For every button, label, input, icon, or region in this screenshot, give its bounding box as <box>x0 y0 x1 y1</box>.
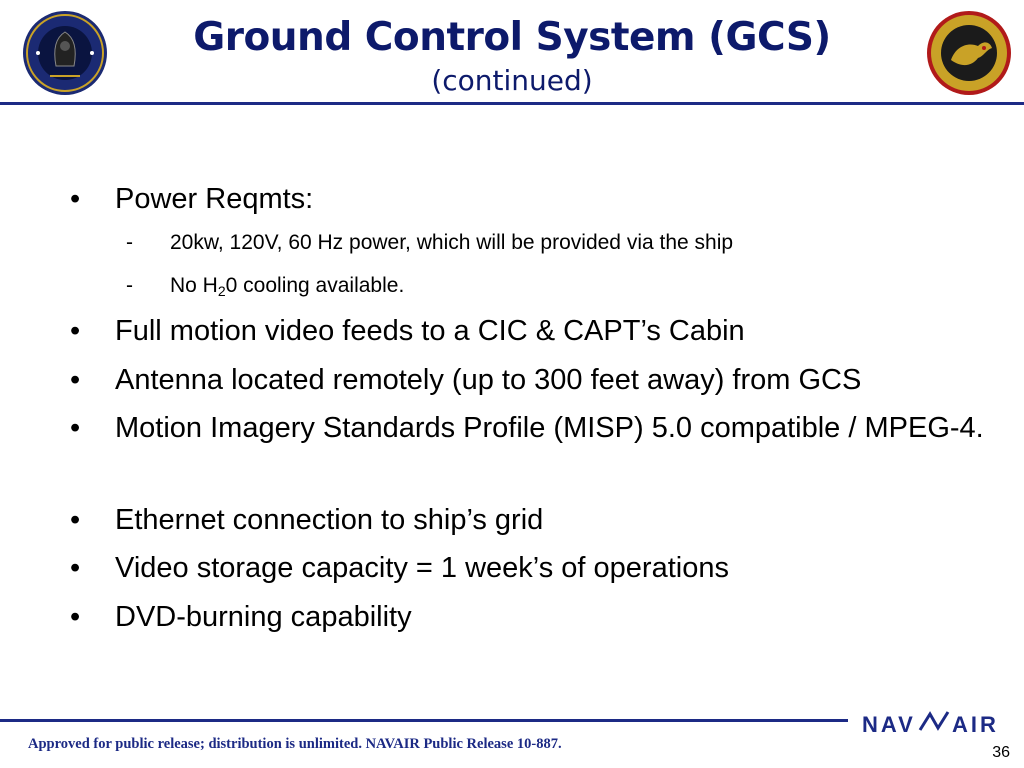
bullet-marker: • <box>70 552 81 584</box>
subscript: 2 <box>217 283 226 299</box>
bullet-marker: • <box>70 315 81 347</box>
slide-title: Ground Control System (GCS) <box>193 15 831 60</box>
navy-marine-corps-uas-seal-icon <box>926 10 1012 96</box>
bullet-item <box>70 501 1000 539</box>
bullet-item <box>70 312 1000 350</box>
bullet-marker: • <box>70 412 81 444</box>
bullet-text: DVD-burning capability <box>115 601 412 633</box>
sub-bullet-item <box>126 271 986 301</box>
bullet-text: Power Reqmts: <box>115 183 314 215</box>
bullet-marker: • <box>70 504 81 536</box>
sub-bullet-text <box>170 271 986 301</box>
bullet-marker: • <box>70 183 81 215</box>
header-divider <box>0 102 1024 105</box>
bullet-item <box>70 361 1000 399</box>
sub-bullet-marker: - <box>126 274 133 297</box>
bullet-item <box>70 180 1000 218</box>
navair-logo-icon <box>858 708 1018 738</box>
bullet-text: Video storage capacity = 1 week’s of operations <box>115 552 729 584</box>
sub-bullet-text-part: No H <box>170 274 218 297</box>
release-statement: Approved for public release; distribution is unlimited. NAVAIR Public Release 10-887. <box>28 736 562 752</box>
bullet-marker: • <box>70 601 81 633</box>
bullet-text: Full motion video feeds to a CIC & CAPT’s Cabin <box>115 315 745 347</box>
bullet-item <box>70 598 1000 636</box>
bullet-text: Antenna located remotely (up to 300 feet away) from GCS <box>115 364 862 396</box>
bullet-text: Motion Imagery Standards Profile (MISP) 5.0 compatible / MPEG-4. <box>115 412 984 444</box>
sub-bullet-text-part: 0 cooling available. <box>225 274 405 297</box>
svg-text:NAV: NAV <box>862 712 916 737</box>
footer-divider <box>0 719 848 722</box>
peo-unmanned-aviation-seal-icon <box>22 10 108 96</box>
sub-bullet-item <box>126 228 986 258</box>
slide-header <box>0 0 1024 110</box>
slide-subtitle: (continued) <box>431 64 593 97</box>
sub-bullet-marker: - <box>126 231 133 254</box>
bullet-marker: • <box>70 364 81 396</box>
bullet-item <box>70 549 1000 587</box>
bullet-text: Ethernet connection to ship’s grid <box>115 504 544 536</box>
bullet-item <box>70 409 1000 447</box>
svg-text:AIR: AIR <box>952 712 999 737</box>
sub-bullet-text: 20kw, 120V, 60 Hz power, which will be provided via the ship <box>170 231 734 254</box>
page-number: 36 <box>992 744 1010 761</box>
